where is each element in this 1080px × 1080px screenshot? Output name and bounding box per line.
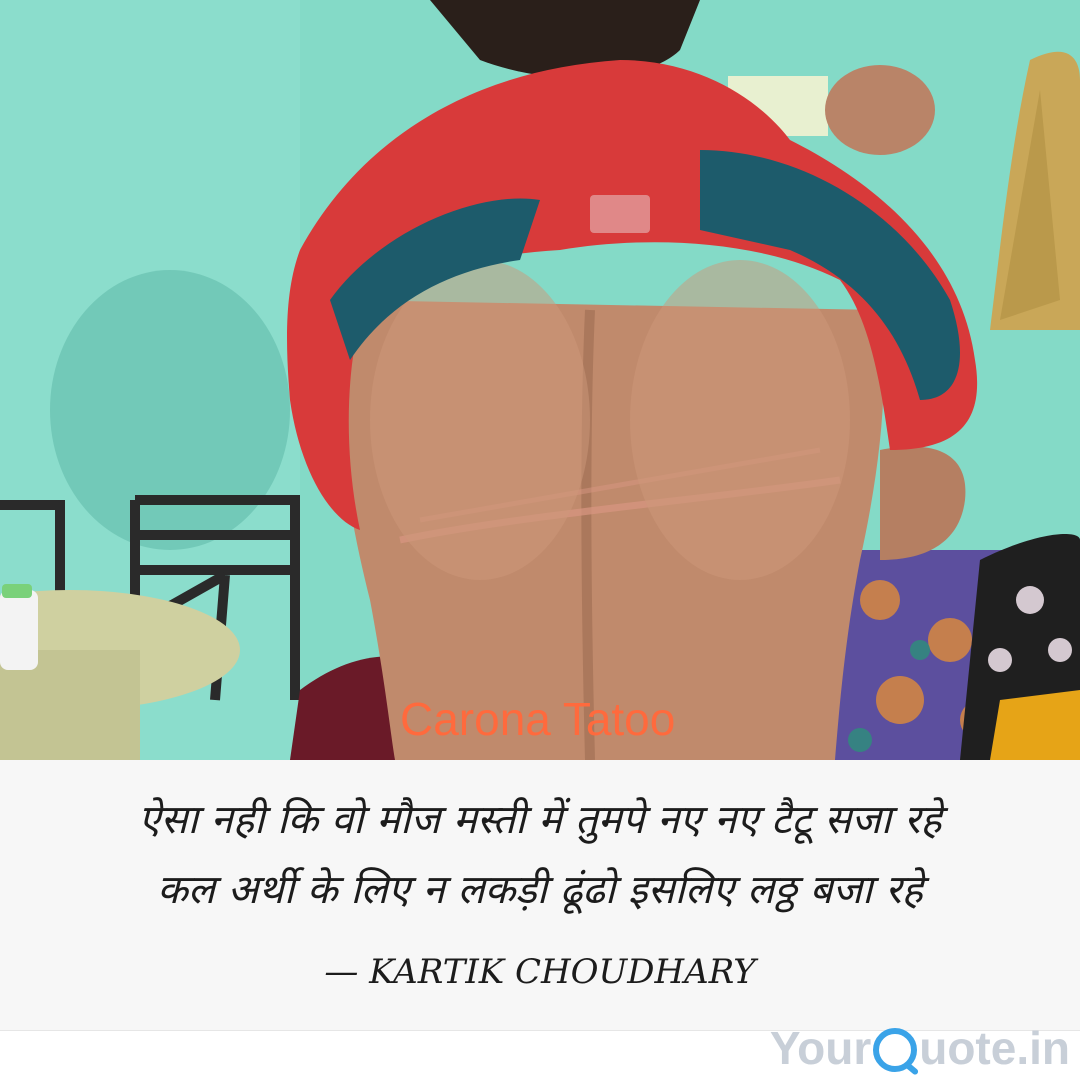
quote-bubble-icon [873,1028,917,1072]
photo-caption: Carona Tatoo [400,693,676,745]
quote-author: — KARTIK CHOUDHARY [324,952,756,992]
brand-prefix: Your [769,1022,872,1074]
yourquote-logo [770,1020,1070,1076]
quote-line-2: कल अर्थी के लिए न लकड़ी ढूंढो इसलिए लठ्ठ बजा रहे [157,867,923,913]
quote-line-1: ऐसा नही कि वो मौज मस्ती में तुमपे नए नए टैटू सजा रहे [138,797,942,843]
brand-suffix: uote.in [919,1022,1070,1074]
